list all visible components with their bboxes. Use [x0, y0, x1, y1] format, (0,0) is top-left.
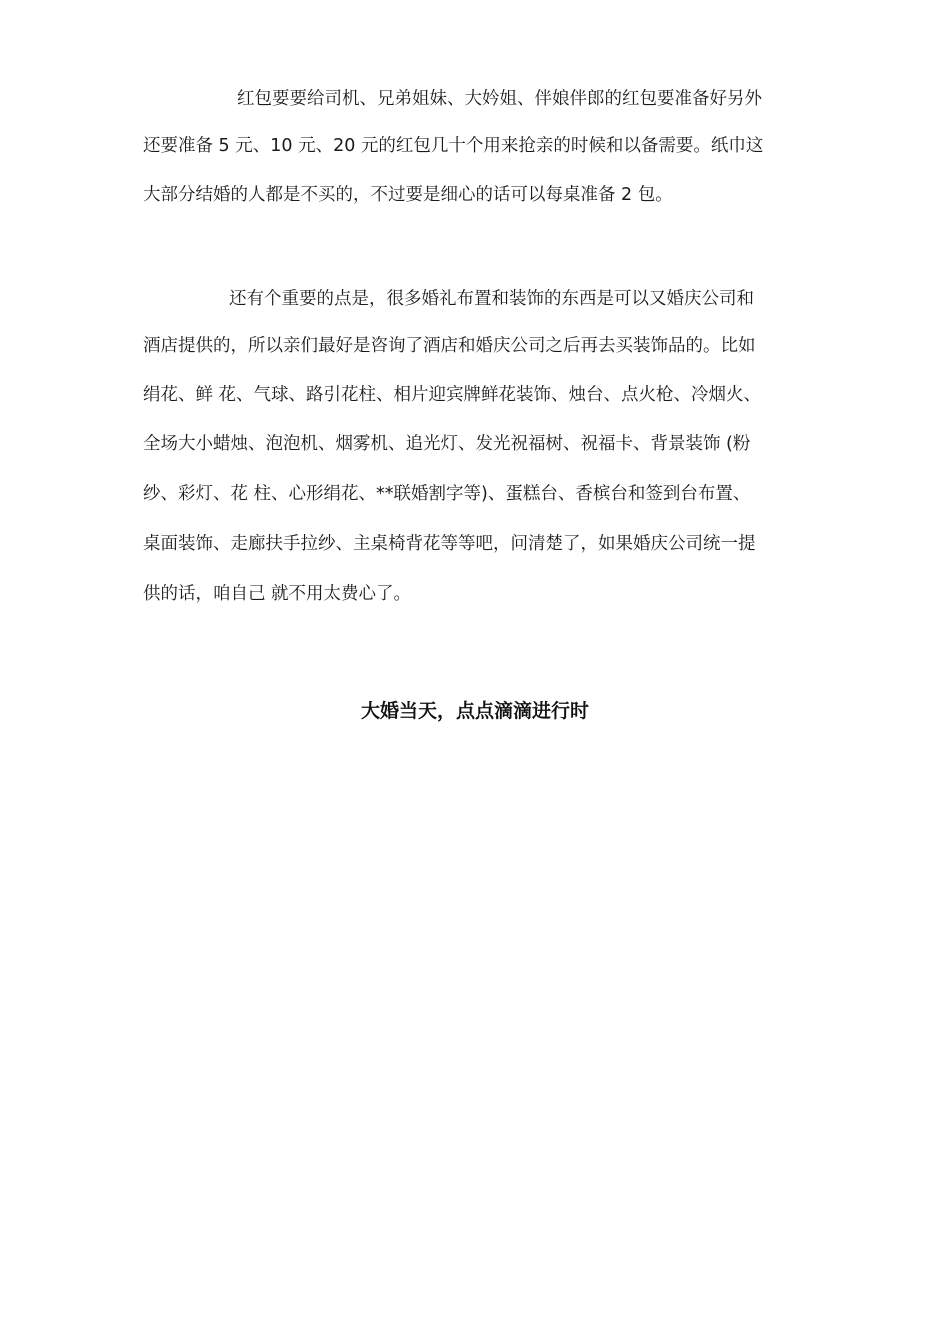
paragraph-1-line-1: 红包要要给司机、兄弟姐妹、大妗姐、伴娘伴郎的红包要准备好另外	[237, 89, 762, 109]
paragraph-1-line-3: 大部分结婚的人都是不买的，不过要是细心的话可以每桌准备 2 包。	[143, 185, 673, 205]
section-heading: 大婚当天，点点滴滴进行时	[360, 700, 589, 722]
paragraph-2-line-1: 还有个重要的点是，很多婚礼布置和装饰的东西是可以又婚庆公司和	[229, 289, 754, 309]
paragraph-2-line-6: 桌面装饰、走廊扶手拉纱、主桌椅背花等等吧，问清楚了，如果婚庆公司统一提	[143, 534, 756, 554]
paragraph-2-line-4: 全场大小蜡烛、泡泡机、烟雾机、追光灯、发光祝福树、祝福卡、背景装饰 (粉	[143, 434, 751, 454]
paragraph-1-line-2: 还要准备 5 元、10 元、20 元的红包几十个用来抢亲的时候和以备需要。纸巾这	[143, 136, 764, 156]
paragraph-2-line-3: 绢花、鲜 花、气球、路引花柱、相片迎宾牌鲜花装饰、烛台、点火枪、冷烟火、	[143, 385, 762, 405]
paragraph-2-line-2: 酒店提供的，所以亲们最好是咨询了酒店和婚庆公司之后再去买装饰品的。比如	[143, 336, 756, 356]
paragraph-2-line-5: 纱、彩灯、花 柱、心形绢花、**联婚割字等)、蛋糕台、香槟台和签到台布置、	[143, 484, 751, 504]
paragraph-2-line-7: 供的话，咱自己 就不用太费心了。	[143, 584, 412, 604]
